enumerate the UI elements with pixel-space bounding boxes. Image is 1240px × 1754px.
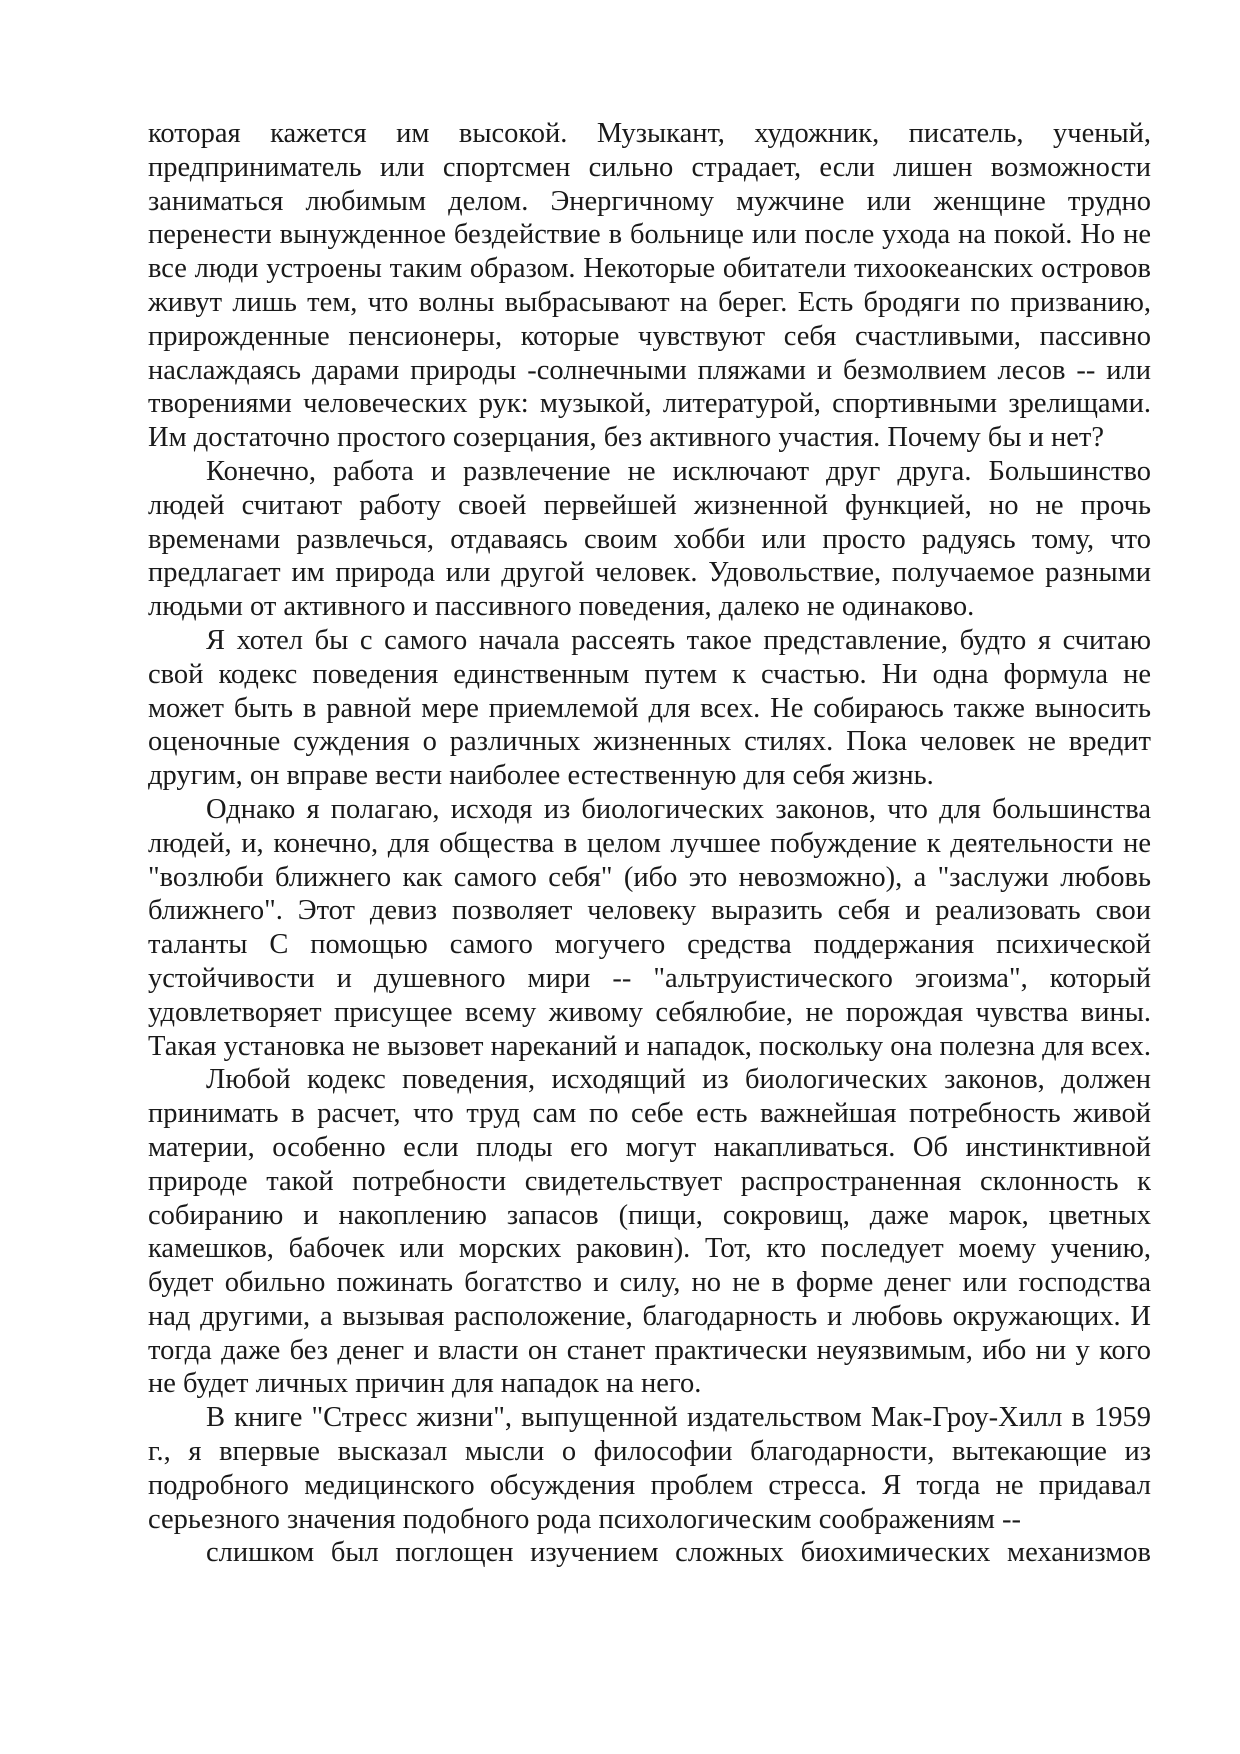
paragraph-6 [148,1401,1151,1570]
paragraph-3: Я хотел бы с самого начала рассеять такое представление, будто я считаю свой кодекс поведения единственным путем к счастью. Ни одна формула не может быть в равной мере приемлемой для всех. Не собираюсь также выносить оценочные суждения о различных жизненных стилях. Пока человек не вредит другим, он вправе вести наиболее естественную для себя жизнь. [148,624,1151,792]
document-text [148,117,1151,1570]
paragraph-6-text: В книге "Стресс жизни", выпущенной издательством Мак-Гроу-Хилл в 1959 г., я впервые высказал мысли о философии благодарности, вытекающие из подробного медицинского обсуждения проблем стресса. Я тогда не придавал серьезного значения подобного рода психологическим соображениям -- [148,1402,1151,1535]
paragraph-4: Однако я полагаю, исходя из биологических законов, что для большинства людей, и, конечно, для общества в целом лучшее побуждение к деятельности не "возлюби ближнего как самого себя" (ибо это невозможно), а "заслужи любовь ближнего". Этот девиз позволяет человеку выразить себя и реализовать свои таланты С помощью самого могучего средства поддержания психической устойчивости и душевного мири -- "альтруистического эгоизма", который удовлетворяет присущее всему живому себялюбие, не порождая чувства вины. Такая установка не вызовет нареканий и нападок, поскольку она полезна для всех. [148,793,1152,1062]
paragraph-6-continuation: слишком был поглощен изучением сложных биохимических механизмов [206,1537,1151,1569]
paragraph-1: которая кажется им высокой. Музыкант, художник, писатель, ученый, предприниматель или спортсмен сильно страдает, если лишен возможности заниматься любимым делом. Энергичному мужчине или женщине трудно перенести вынужденное бездействие в больнице или после ухода на покой. Но не все люди устроены таким образом. Некоторые обитатели тихоокеанских островов живут лишь тем, что волны выбрасывают на берег. Есть бродяги по призванию, прирожденные пенсионеры, которые чувствуют себя счастливыми, пассивно наслаждаясь дарами природы -солнечными пляжами и безмолвием лесов -- или творениями человеческих рук: музыкой, литературой, спортивными зрелищами. Им достаточно простого созерцания, без активного участия. Почему бы и нет? [148,118,1151,454]
paragraph-2: Конечно, работа и развлечение не исключают друг друга. Большинство людей считают работу своей первейшей жизненной функцией, но не прочь временами развлечься, отдаваясь своим хобби или просто радуясь тому, что предлагает им природа или другой человек. Удовольствие, получаемое разными людьми от активного и пассивного поведения, далеко не одинаково. [148,455,1151,623]
paragraph-5: Любой кодекс поведения, исходящий из биологических законов, должен принимать в расчет, что труд сам по себе есть важнейшая потребность живой материи, особенно если плоды его могут накапливаться. Об инстинктивной природе такой потребности свидетельствует распространенная склонность к собиранию и накоплению запасов (пищи, сокровищ, даже марок, цветных камешков, бабочек или морских раковин). Тот, кто последует моему учению, будет обильно пожинать богатство и силу, но не в форме денег или господства над другими, а вызывая расположение, благодарность и любовь окружающих. И тогда даже без денег и власти он станет практически неуязвимым, ибо ни у кого не будет личных причин для нападок на него. [148,1064,1151,1400]
